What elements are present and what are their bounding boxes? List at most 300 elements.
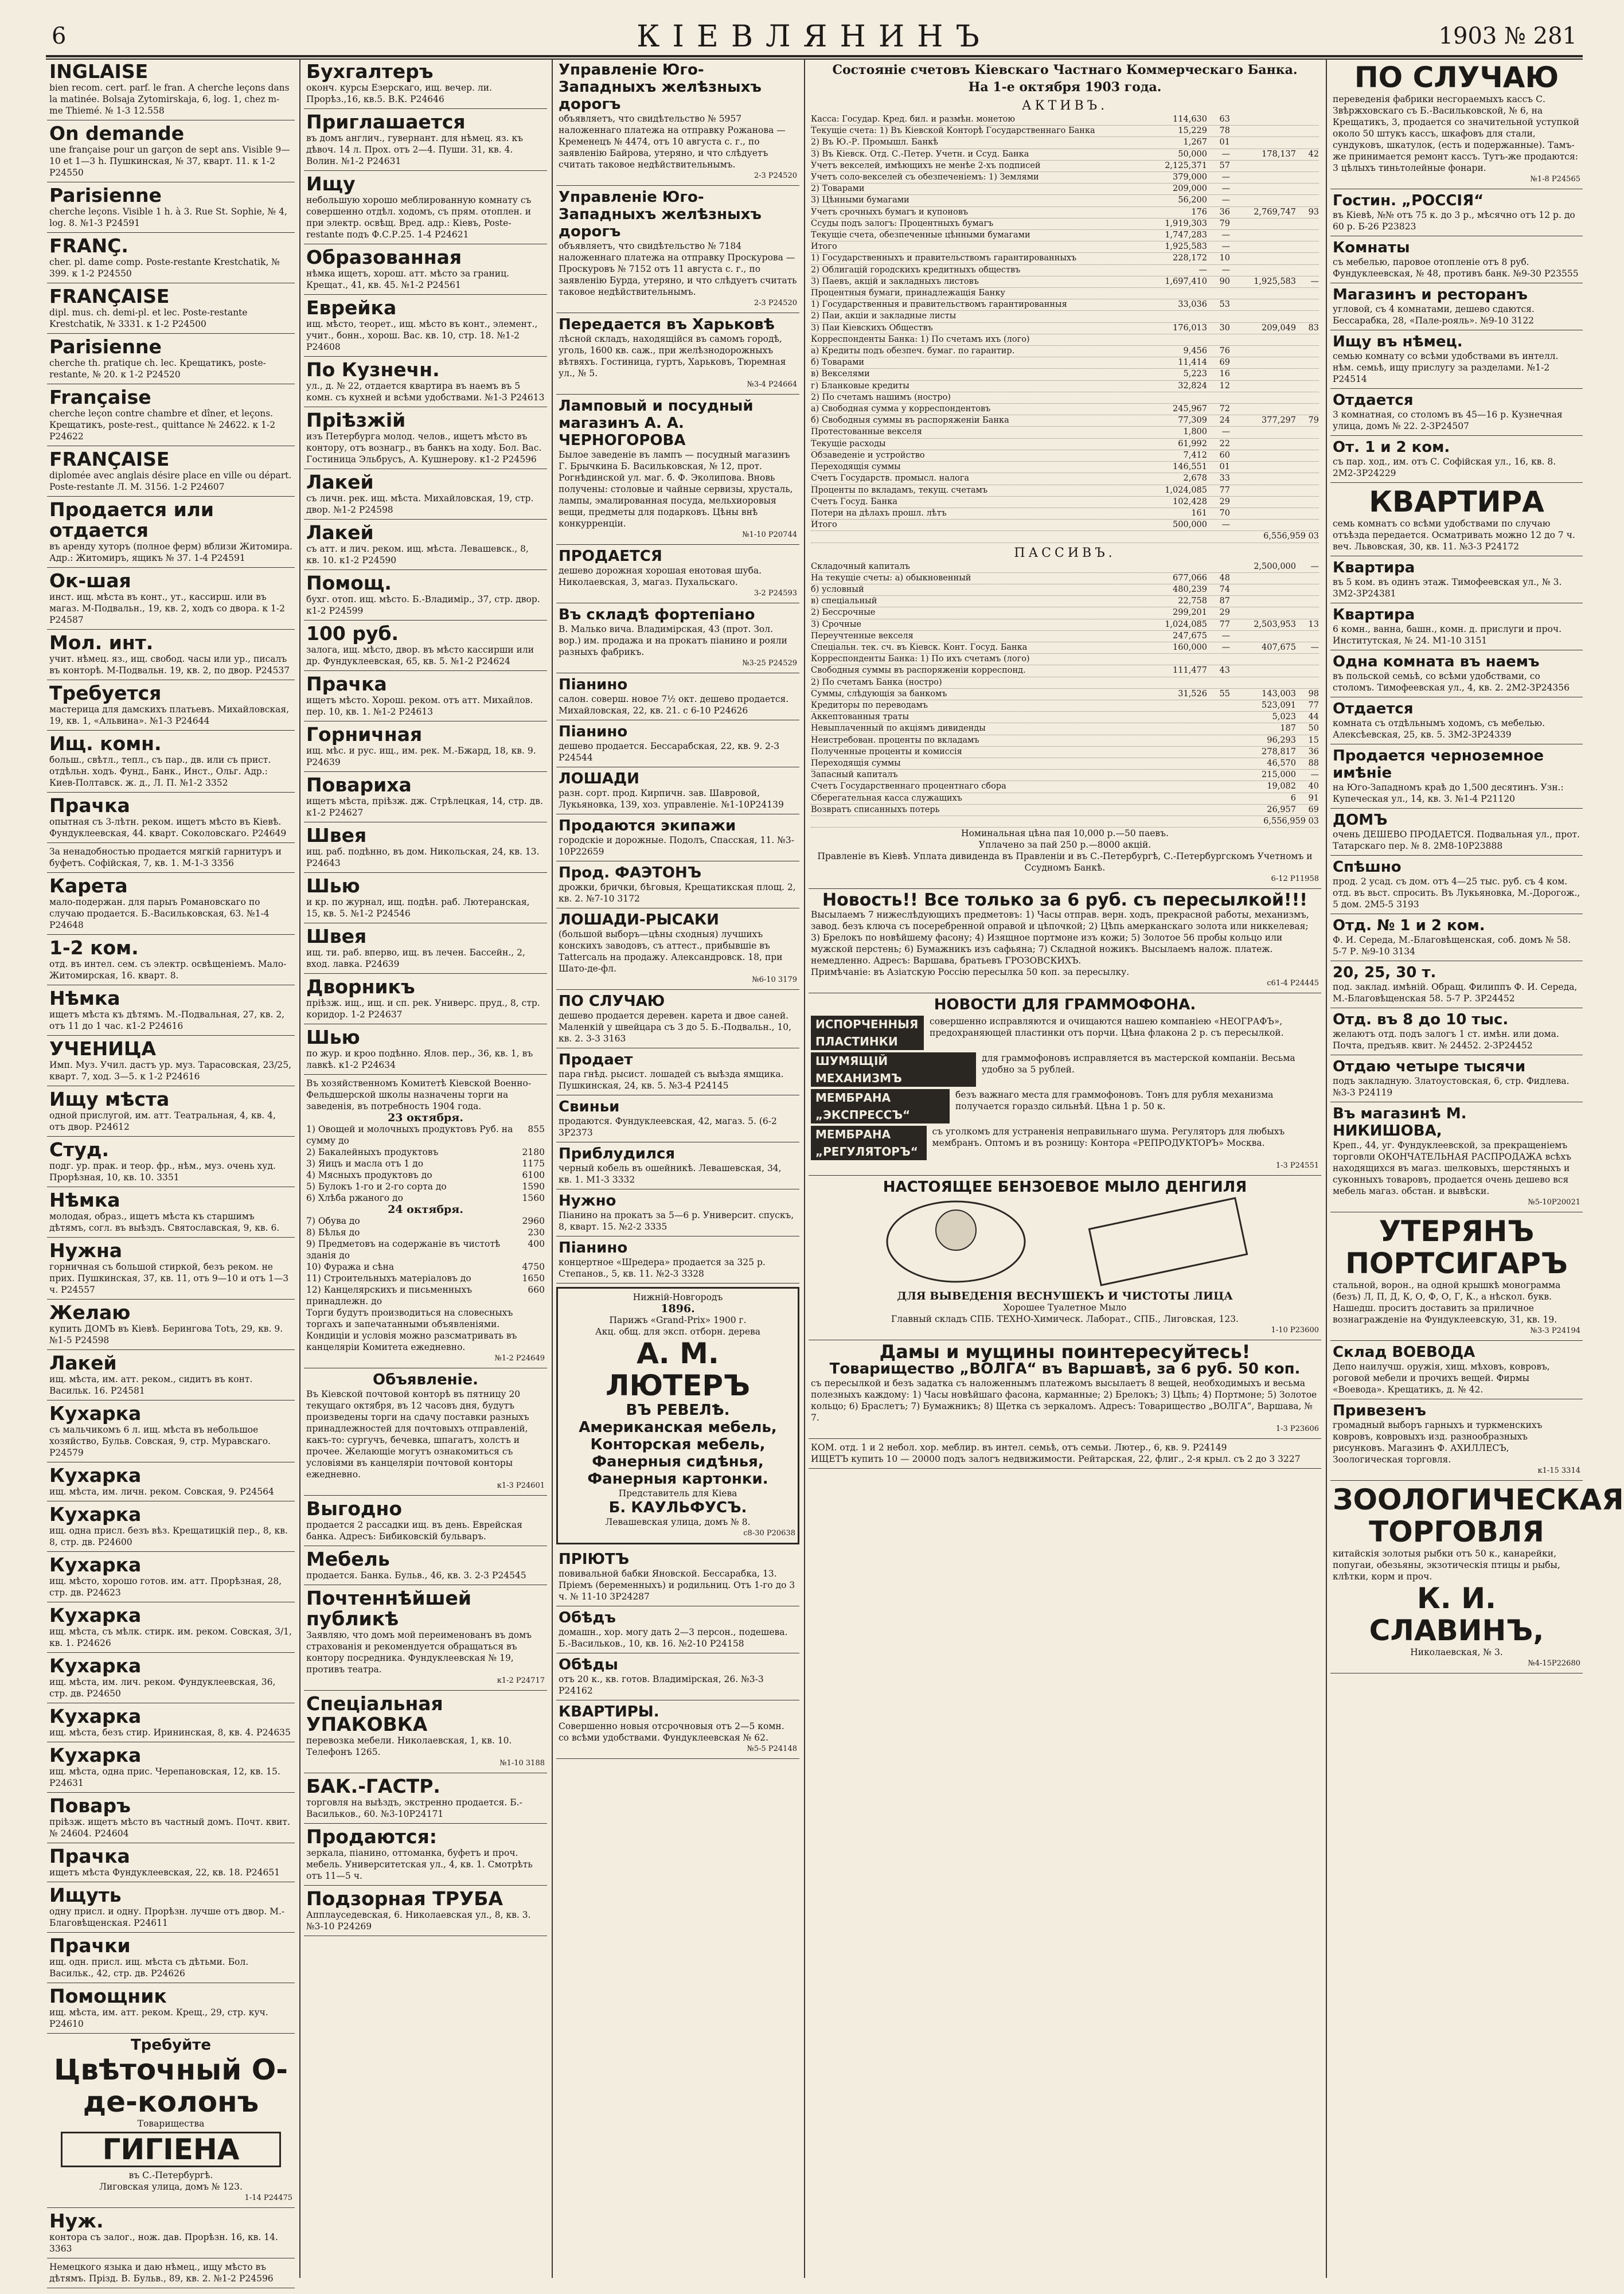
- ad-text: комната съ отдѣльнымъ ходомъ, съ мебелью. Алексѣевская, 25, кв. 5. 3М2-3Р24339: [1333, 718, 1545, 740]
- statement-cell: [1230, 241, 1296, 252]
- statement-cell: Запасный капиталъ: [811, 770, 898, 780]
- ad-text: ищ. мѣста, им. личн. реком. Совская, 9. Р24564: [49, 1487, 274, 1497]
- ad-text: (большой выборъ—цѣны сходныя) лучшихъ конскихъ заводовъ, съ аттест., прибывшіе въ Тatterсаль на продажу. Александровск. 18, при Шато-де-фл.: [559, 929, 783, 974]
- ad-heading: Передается въ Харьковѣ: [559, 316, 775, 333]
- ad-heading: Ламповый и посудный магазинъ А. А. ЧЕРНОГОРОВА: [559, 397, 754, 449]
- statement-cell: 1,925,583: [1165, 242, 1207, 252]
- statement-cell: 01: [1219, 462, 1230, 472]
- ad-text: ищетъ мѣста, пріѣзж. дж. Стрѣлецкая, 14, стр. дв. к1-2 Р24627: [306, 796, 543, 818]
- ad-heading: Мебель: [306, 1548, 390, 1570]
- ad-heading: On demande: [49, 122, 185, 145]
- ad-text: китайскія золотыя рыбки отъ 50 к., канарейки, попугаи, обезьяны, экзотическія птицы и рыбы, клѣтки, корм и проч.: [1333, 1548, 1560, 1582]
- ad-text: небольшую хорошо меблированную комнату съ совершенно отдѣл. ходомъ, съ прям. отоплен. и при электр. освѣщ. Вред. адр.: Кіевъ, Poste-restante подъ Ф.С.Р.25. 1-4 Р24621: [306, 195, 532, 240]
- ad-heading: Піанино: [559, 676, 628, 693]
- ad-text: въ польской семьѣ, со всѣми удобствами, со столомъ. Тимофеевская ул., 4, кв. 2. 2М2-3Р24356: [1333, 671, 1570, 693]
- statement-cell: 32,824: [1178, 381, 1207, 391]
- statement-cell: [1296, 473, 1319, 484]
- ad-code: №1-10 3188: [499, 1759, 545, 1768]
- statement-cell: —: [1221, 196, 1230, 205]
- ad-heading: Нуж.: [49, 2210, 104, 2232]
- ad-heading: Склад ВОЕВОДА: [1333, 1344, 1475, 1361]
- statement-cell: Переходящія суммы: [811, 462, 901, 472]
- ad-big-heading: ЗООЛОГИЧЕСКАЯ ТОРГОВЛЯ: [1333, 1483, 1624, 1548]
- ad-text: оконч. курсы Езерскаго, ищ. вечер. ли. Прорѣз.,16, кв.5. В.К. Р24646: [306, 83, 493, 104]
- ad-text: une française pour un garçon de sept ans. Visible 9—10 et 1—3 h. Пушкинская, № 37, кварт. 11. к 1-2 Р24550: [49, 145, 290, 178]
- ad-heading: FRANÇAISE: [49, 285, 170, 307]
- statement-row: [811, 584, 1319, 596]
- statement-cell: 143,003: [1262, 689, 1296, 699]
- ad-heading: От. 1 и 2 ком.: [1333, 439, 1450, 456]
- statement-row: [811, 642, 1319, 654]
- statement-cell: 15,229: [1178, 126, 1207, 136]
- ad-code: с8-30 Р20638: [743, 1529, 795, 1538]
- statement-cell: [1207, 758, 1230, 769]
- classified-ad: [47, 793, 295, 843]
- statement-cell: 176: [1191, 207, 1207, 217]
- ad-code: 2-3 Р24520: [754, 171, 797, 180]
- statement-cell: [1296, 665, 1319, 676]
- ad-text: съ пар. ход., им. отъ С. Софійская ул., 16, кв. 8. 2М2-3Р24229: [1333, 457, 1556, 478]
- ad-heading: Прачка: [306, 673, 387, 695]
- ad-text: Нижній-Новгородъ: [633, 1292, 723, 1302]
- ad-heading: Почтеннѣйшей публикѣ: [306, 1587, 472, 1630]
- ad-heading: Желаю: [49, 1301, 131, 1324]
- statement-row: [811, 770, 1319, 781]
- ad-heading: Ищу мѣста: [49, 1088, 170, 1110]
- luther-name: А. М. ЛЮТЕРЪ: [605, 1337, 751, 1402]
- statement-cell: [1150, 793, 1207, 804]
- classified-ad: [1330, 389, 1583, 436]
- ad-heading: Въ магазинѣ М. НИКИШОВА,: [1333, 1105, 1467, 1140]
- gramophone-item: [811, 1089, 1319, 1123]
- ad-text: dipl. mus. ch. demi-pl. et lec. Poste-restante Krestchatik, № 3331. к 1-2 Р24500: [49, 307, 248, 329]
- classified-ad: [47, 1933, 295, 1983]
- gramophone-item-text: съ уголкомъ для устраненія неправильнаго шума. Регуляторъ для любыхъ мембранъ. Оптомъ и въ розницу: Контора «РЕПРОДУКТОРЪ» Москва.: [932, 1126, 1285, 1149]
- classified-ad: [304, 171, 547, 244]
- ad-text: контора съ залог., нож. дав. Прорѣзн. 16, кв. 14. 3363: [49, 2232, 278, 2254]
- classified-ad: [47, 843, 295, 873]
- ad-heading: Швея: [306, 925, 367, 947]
- classified-ad: [556, 545, 799, 603]
- classified-ad: [47, 283, 295, 334]
- ad-text: съ мебелью, паровое отопленіе отъ 8 руб. Фундуклеевская, № 48, противъ банк. №9-30 Р23555: [1333, 257, 1579, 279]
- notice-item: [306, 1238, 545, 1261]
- statement-row: [811, 497, 1319, 508]
- classified-ad: [47, 1703, 295, 1742]
- ad-heading: Повариха: [306, 774, 412, 796]
- statement-cell: [1230, 346, 1296, 357]
- statement-cell: [1150, 770, 1207, 781]
- ad-heading: ПРОДАЕТСЯ: [559, 548, 662, 565]
- statement-cell: [1230, 427, 1296, 438]
- ad-text: изъ Петербурга молод. челов., ищетъ мѣсто въ контору, отъ вознагр., въ банкъ на ходу. Бол. Вас. Гостиница Эльбрусъ, А. Кушнерову. к1-2 Р24596: [306, 431, 542, 465]
- statement-cell: б) Товарами: [811, 358, 865, 368]
- ad-text: cher. pl. dame comp. Poste-restante Krestchatik, № 399. к 1-2 Р24550: [49, 257, 280, 279]
- statement-cell: 43: [1219, 666, 1230, 676]
- statement-title: Состояніе счетовъ Кіевскаго Частнаго Коммерческаго Банка.: [832, 63, 1298, 77]
- statement-cell: 93: [1308, 207, 1319, 217]
- notice-item: [306, 1123, 545, 1146]
- classified-ad: [304, 295, 547, 357]
- statement-cell: 70: [1219, 508, 1230, 518]
- ad-text: ищетъ мѣста Фундуклеевская, 22, кв. 18. Р24651: [49, 1867, 280, 1878]
- statement-cell: [1296, 230, 1319, 241]
- statement-cell: 2) Товарами: [811, 184, 865, 194]
- ad-text: 6 комн., ванна, башн., комн. д. прислуги и проч. Институтская, № 24. М1-10 3151: [1333, 624, 1562, 646]
- ad-item: Фанерныя сидѣнья,: [592, 1453, 764, 1470]
- statement-cell: 228,172: [1173, 253, 1207, 263]
- statement-cell: Счетъ Государственнаго процентнаго сбора: [811, 782, 1006, 791]
- statement-cell: 76: [1219, 346, 1230, 356]
- statement-cell: [1150, 392, 1207, 403]
- statement-cell: [1230, 677, 1296, 688]
- statement-cell: Складочный капиталъ: [811, 561, 910, 571]
- statement-row: [811, 219, 1319, 230]
- ad-text: продается 2 рассадки ищ. въ день. Еврейская банка. Адресъ: Бибиковскій бульваръ.: [306, 1520, 522, 1542]
- statement-row: [811, 485, 1319, 497]
- ad-text: ищ. мѣсто, теорет., ищ. мѣсто въ конт., элемент., учит., бонн., хорош. Вас. кв. 10, стр. 18. №1-2 Р24608: [306, 319, 538, 352]
- statement-row: [811, 253, 1319, 264]
- statement-cell: [1230, 299, 1296, 310]
- statement-row: [811, 299, 1319, 311]
- statement-cell: [1207, 781, 1230, 792]
- ad-heading: Привезенъ: [1333, 1402, 1426, 1419]
- statement-cell: [1230, 381, 1296, 392]
- cologne-ad: [47, 2034, 295, 2208]
- statement-cell: [1296, 381, 1319, 392]
- ad-heading: Прачка: [49, 794, 130, 817]
- statement-cell: [1296, 195, 1319, 206]
- ad-heading: Приблудился: [559, 1145, 676, 1162]
- statement-cell: 15: [1308, 735, 1319, 745]
- ad-heading: Приглашается: [306, 111, 466, 133]
- statement-row: [811, 735, 1319, 747]
- statement-cell: 187: [1280, 724, 1296, 734]
- statement-cell: в) Векселями: [811, 369, 870, 379]
- cologne-title: Цвѣточный О-де-колонъ: [54, 2053, 288, 2119]
- statement-cell: [1150, 758, 1207, 769]
- statement-row: [811, 415, 1319, 427]
- ad-code: 1-14 Р24475: [244, 2194, 292, 2202]
- statement-cell: [1207, 392, 1230, 403]
- statement-foot: Правленіе въ Кіевѣ. Уплата дивиденда въ Правленіи и въ С.-Петербургѣ, С.-Петербургскомъ Учетномъ и Ссудномъ Банкѣ.: [817, 851, 1313, 873]
- statement-cell: 90: [1219, 276, 1230, 286]
- ad-text: прод. 2 усад. съ дом. отъ 4—25 тыс. руб. съ 4 ком. отд. въ вьст. спросить. Въ Лукьяновка, М.-Дорогож., 5 дом. 2М5-5 3193: [1333, 876, 1580, 910]
- statement-cell: [1296, 404, 1319, 415]
- ad-heading: 1-2 ком.: [49, 937, 139, 959]
- announcement-title: Объявленіе.: [372, 1371, 478, 1388]
- ad-text: опытная съ 3-лѣтн. реком. ищетъ мѣсто въ Кіевѣ. Фундуклеевская, 44. кварт. Соколовскаго. Р24649: [49, 817, 287, 838]
- statement-cell: 87: [1219, 596, 1230, 606]
- statement-cell: [1150, 781, 1207, 792]
- statement-cell: [1230, 230, 1296, 241]
- statement-cell: 278,817: [1262, 747, 1296, 756]
- statement-cell: 5,223: [1183, 369, 1207, 379]
- ad-text: Представитель для Кіева: [618, 1488, 737, 1499]
- statement-cell: [1296, 573, 1319, 584]
- classified-ad: [556, 58, 799, 186]
- statement-row: [811, 126, 1319, 137]
- ad-heading: Спеціальная УПАКОВКА: [306, 1692, 443, 1735]
- statement-cell: Сберегательная касса служащихъ: [811, 793, 962, 803]
- statement-cell: [1207, 334, 1230, 345]
- ad-code: №5-5 Р24148: [747, 1745, 797, 1753]
- statement-cell: а) Свободная сумма у корреспондентовъ: [811, 404, 991, 414]
- ad-heading: Продается черноземное имѣніе: [1333, 747, 1544, 782]
- classified-ad: [304, 570, 547, 621]
- statement-cell: На текущіе счеты: а) обыкновенный: [811, 573, 971, 583]
- statement-cell: 50,000: [1178, 149, 1207, 159]
- ad-heading: Нужна: [49, 1239, 123, 1262]
- ad-lead: Требуйте: [130, 2036, 211, 2054]
- ad-text: инст. ищ. мѣста въ конт., ут., кассирш. или въ магаз. М-Подвальн., 19, кв. 2, ходъ со двора. к 1-2 Р24587: [49, 592, 285, 625]
- ad-code: №5-10Р20021: [1528, 1198, 1580, 1207]
- ad-heading: FRANÇAISE: [49, 448, 170, 470]
- statement-cell: 01: [1219, 138, 1230, 147]
- statement-cell: 46,570: [1267, 758, 1296, 768]
- ad-heading: Еврейка: [306, 296, 397, 319]
- tender-notice: [304, 1075, 547, 1368]
- novelty-ad: [809, 889, 1321, 993]
- statement-cell: 2) По счетамъ Банка (ностро): [811, 677, 942, 687]
- statement-cell: 77: [1219, 485, 1230, 495]
- statement-cell: [1207, 311, 1230, 322]
- statement-cell: [1296, 126, 1319, 136]
- classified-ad: [1330, 1055, 1583, 1102]
- column-3: [556, 58, 799, 2284]
- ad-text: черный кобель въ ошейникѣ. Левашевская, 34, кв. 1. М1-3 3332: [559, 1163, 782, 1185]
- novelty-text: Высылаемъ 7 нижеслѣдующихъ предметовъ: 1) Часы отправ. верн. ходъ, прекрасной работы, механизмъ, завод. безъ ключа съ посеребренной оправой и цѣпочкой; 2) Цѣпь амерканскаго золота или никкелевая; 3) Брелокъ по новѣйшему фасону; 4) Изящное портмоне изъ кожи; 5) Золотое 56 пробы кольцо или мужской перстень; 6) Бумажникъ изъ сафьяна; 7) Складной ножикъ. Высылаемъ налож. платеж. немедленно. Адресъ: Варшава, братьевъ ГРОЗОВСКИХЪ.: [811, 910, 1309, 966]
- statement-cell: 61,992: [1178, 439, 1207, 448]
- ad-text: За ненадобностью продается мягкій гарнитуръ и буфетъ. Софійская, 7, кв. 1. М-1-3 3356: [49, 846, 282, 868]
- item-label: 10) Фуража и сѣна: [306, 1262, 395, 1272]
- statement-cell: 16: [1219, 369, 1230, 379]
- classified-ad: [304, 469, 547, 520]
- classified-ad: [304, 58, 547, 109]
- statement-cell: 7,412: [1183, 450, 1207, 460]
- statement-cell: 19,082: [1267, 782, 1296, 791]
- statement-cell: [1296, 462, 1319, 473]
- statement-row: [811, 149, 1319, 161]
- classified-ad: [304, 772, 547, 822]
- statement-cell: 215,000: [1262, 770, 1296, 780]
- ad-heading: Магазинъ и ресторанъ: [1333, 286, 1528, 303]
- statement-cell: [1296, 654, 1319, 665]
- statement-row: [811, 473, 1319, 485]
- ad-text: ищ. мѣста, одна прис. Черепановская, 12, кв. 15. Р24631: [49, 1766, 280, 1788]
- ad-text: больш., свѣтл., тепл., съ пар., дв. или съ прист. отдѣльн. ходъ. Фунд., Банк., Инст., Ольг. Адр.: Киев-Полтавск. ж. д., Л. П. №1-2 3352: [49, 755, 271, 788]
- ad-text: домашн., хор. могу дать 2—3 персон., подешева. Б.-Васильков., 10, кв. 16. №2-10 Р24158: [559, 1627, 788, 1649]
- ad-heading: УЧЕНИЦА: [49, 1037, 157, 1060]
- classified-ad: [47, 1350, 295, 1400]
- statement-cell: а) Кредиты подъ обезпеч. бумаг. по гарантир.: [811, 346, 1015, 356]
- ad-text: нѣмка ищетъ, хорош. атт. мѣсто за границ. Крещат., 41, кв. 45. №1-2 Р24561: [306, 268, 510, 290]
- ad-text: В. Малько вича. Владимірская, 43 (прот. Зол. вор.) им. продажа и на прокатъ піанино и рояли разныхъ фабрикъ.: [559, 624, 787, 657]
- statement-cell: 74: [1219, 584, 1230, 594]
- classified-ad: [1330, 1212, 1583, 1341]
- classified-ad: [47, 935, 295, 985]
- classified-ad: [304, 109, 547, 171]
- ad-text: громадный выборъ гарныхъ и туркменскихъ ковровъ, ковровыхъ изд. разнообразныхъ рисунковъ. Магазинъ Ф. АХИЛЛЕСЪ, Зоологическая торговля.: [1333, 1420, 1543, 1465]
- classified-ad: [47, 1462, 295, 1501]
- item-label: 3) Яицъ и масла отъ 1 до: [306, 1158, 424, 1169]
- classified-ad: [304, 1691, 547, 1773]
- statement-cell: 1,024,085: [1165, 485, 1207, 495]
- classified-ad: [556, 313, 799, 395]
- item-sum: 1175: [522, 1158, 545, 1169]
- classified-ad: [1330, 283, 1583, 330]
- classified-ad: [47, 1983, 295, 2034]
- statement-cell: 77,309: [1178, 416, 1207, 426]
- ad-heading: Кухарка: [49, 1705, 142, 1727]
- ad-heading: Гостин. „РОССІЯ“: [1333, 192, 1484, 209]
- ad-heading: Нѣмка: [49, 987, 120, 1009]
- notice-item: [306, 1215, 545, 1227]
- classified-ad: [556, 1548, 799, 1606]
- soap-illustration: [824, 1196, 1306, 1288]
- column-6: [1330, 58, 1624, 2284]
- statement-cell: 3) Цѣнными бумагами: [811, 196, 909, 205]
- ad-text: разн. сорт. прод. Кирпичн. зав. Шавровой, Лукьяновка, 139, хоз. управленіе. №1-10Р24139: [559, 788, 784, 810]
- item-label: 12) Канцелярскихъ и письменныхъ принадлежн. до: [306, 1285, 473, 1306]
- ad-heading: Прачки: [49, 1934, 131, 1957]
- statement-cell: 22,758: [1178, 596, 1207, 606]
- gramophone-item-text: безъ важнаго места для граммофоновъ. Тонъ для рубля механизма получается гораздо сильнѣй. Цѣна 1 р. 50 к.: [955, 1090, 1274, 1112]
- classified-ad: [556, 814, 799, 861]
- ad-text: зеркала, піанино, оттоманка, буфетъ и проч. мебель. Университетская ул., 4, кв. 1. Смотрѣть отъ 11—5 ч.: [306, 1848, 533, 1881]
- statement-cell: 31,526: [1178, 689, 1207, 699]
- ad-text: молодая, образ., ищетъ мѣста къ старшимъ дѣтямъ, согл. въ выѣздъ. Святославская, 9, кв. 6.: [49, 1211, 280, 1233]
- statement-total: [811, 531, 1319, 543]
- statement-cell: [1207, 561, 1230, 572]
- ad-text: Креп., 44, уг. Фундуклеевской, за прекращеніемъ торговли ОКОНЧАТЕЛЬНАЯ РАСПРОДАЖА всѣхъ находящихся въ магаз. шелковыхъ, шерстяныхъ и суконныхъ товаровъ, продается очень дешево вся мебель магаз. обстан. и вывѣски.: [1333, 1140, 1571, 1196]
- statement-cell: [1150, 700, 1207, 711]
- statement-cell: [1230, 404, 1296, 415]
- statement-cell: 77: [1219, 619, 1230, 629]
- statement-cell: Потери на дѣлахъ прошл. лѣтъ: [811, 508, 947, 518]
- ad-heading: Спѣшно: [1333, 859, 1402, 876]
- ad-heading: Шью: [306, 1026, 360, 1048]
- statement-cell: [1230, 485, 1296, 496]
- statement-cell: [1230, 508, 1296, 519]
- classified-ad: [47, 182, 295, 233]
- classified-ad: [1330, 436, 1583, 483]
- ad-text: желаютъ отд. подъ залогъ 1 ст. имѣн. или дома. Почта, предъяв. квит. № 24452. 2-3Р24452: [1333, 1029, 1559, 1051]
- statement-cell: Протестованные векселя: [811, 427, 922, 437]
- ad-heading: Свиньи: [559, 1098, 620, 1115]
- ad-text: мастерица для дамскихъ платьевъ. Михайловская, 19, кв. 1, «Альвина». №1-3 Р24644: [49, 704, 290, 726]
- item-label: 9) Предметовъ на содержаніе въ чистотѣ зданія до: [306, 1239, 501, 1261]
- ad-text: 3 комнатная, со столомъ въ 45—16 р. Кузнечная улица, домъ № 22. 2-3Р24507: [1333, 409, 1563, 431]
- statement-cell: [1207, 288, 1230, 299]
- ad-code: 1-3 Р23606: [1275, 1425, 1319, 1434]
- volga-title: Дамы и мущины поинтересуйтесь!: [879, 1341, 1251, 1363]
- ad-heading: Кухарка: [49, 1655, 142, 1677]
- statement-cell: 209,049: [1262, 323, 1296, 333]
- ad-heading: Дворникъ: [306, 976, 415, 998]
- ad-heading: Горничная: [306, 723, 423, 746]
- ad-heading: Въ складѣ фортепіано: [559, 606, 755, 623]
- notice-item: [306, 1169, 545, 1181]
- ad-heading: Обѣдъ: [559, 1609, 616, 1626]
- ad-text: подг. ур. прак. и теор. фр., нѣм., муз. очень худ. Прорѣзная, 10, кв. 10. 3351: [49, 1161, 276, 1183]
- statement-cell: —: [1221, 231, 1230, 240]
- ad-text: перевозка мебели. Николаевская, 1, кв. 10. Телефонъ 1265.: [306, 1735, 512, 1757]
- classified-ad: [1330, 1399, 1583, 1481]
- statement-cell: [1296, 427, 1319, 438]
- classified-ad: [304, 357, 547, 407]
- statement-cell: [1296, 184, 1319, 194]
- statement-cell: [1296, 253, 1319, 264]
- statement-cell: 53: [1219, 300, 1230, 310]
- soap-sub: ДЛЯ ВЫВЕДЕНІЯ ВЕСНУШЕКЪ И ЧИСТОТЫ ЛИЦА: [897, 1290, 1233, 1303]
- classified-ad: [1330, 650, 1583, 697]
- ad-heading: Пріѣзжій: [306, 409, 406, 431]
- statement-cell: 3) Паи Кіевскихъ Обществъ: [811, 323, 933, 333]
- statement-cell: [1230, 584, 1296, 595]
- ad-heading: Нѣмка: [49, 1189, 120, 1211]
- statement-cell: 2) Въ Ю.-Р. Промышл. Банкѣ: [811, 138, 938, 147]
- statement-cell: 377,297: [1262, 416, 1296, 426]
- statement-cell: [1150, 654, 1207, 665]
- ad-heading: Требуется: [49, 682, 162, 704]
- ad-text: ищ. мѣста, им. атт. реком., сидитъ въ конт. Васильк. 16. Р24581: [49, 1374, 253, 1396]
- ad-text: и кр. по журнал, ищ. подѣн. раб. Лютеранская, 15, кв. 5. №1-2 Р24546: [306, 897, 530, 919]
- notice-item: [306, 1273, 545, 1284]
- statement-total: [811, 816, 1319, 828]
- item-sum: 1590: [522, 1181, 545, 1192]
- item-label: 7) Обува до: [306, 1216, 360, 1226]
- ad-text: семью комнату со всѣми удобствами въ интелл. нѣм. семьѣ, ищу прислугу за разделами. №1-2 Р24514: [1333, 351, 1559, 384]
- item-sum: 855: [528, 1124, 545, 1134]
- ad-heading: Отдается: [1333, 700, 1414, 717]
- ad-heading: Продаются экипажи: [559, 817, 736, 834]
- ad-text: пріѣзж. ищ., ищ. и сп. рек. Универс. пруд., 8, стр. коридор. 1-2 Р24637: [306, 998, 540, 1020]
- header-rule: [46, 55, 1583, 57]
- statement-cell: [1207, 805, 1230, 816]
- assets-heading: АКТИВЪ.: [1021, 99, 1108, 113]
- statement-cell: [811, 531, 1253, 542]
- ad-heading: Бухгалтеръ: [306, 60, 434, 83]
- statement-cell: 3) Срочные: [811, 619, 861, 629]
- statement-cell: [1230, 596, 1296, 607]
- statement-cell: [811, 816, 1253, 827]
- ad-text: въ С.-Петербургѣ.: [128, 2170, 213, 2180]
- classified-ad: [304, 244, 547, 295]
- ad-heading: Выгодно: [306, 1497, 403, 1520]
- statement-row: [811, 195, 1319, 206]
- classified-ad: [47, 2258, 295, 2288]
- statement-row: [811, 665, 1319, 677]
- statement-cell: [1230, 114, 1296, 125]
- ad-heading: Ищ. комн.: [49, 732, 162, 755]
- statement-cell: 2,769,747: [1254, 207, 1296, 217]
- statement-row: [811, 689, 1319, 700]
- statement-row: [811, 654, 1319, 665]
- statement-cell: Аккептованныя траты: [811, 712, 909, 722]
- ad-code: к1-2 Р24717: [497, 1676, 545, 1685]
- statement-row: [811, 747, 1319, 758]
- classified-ad: [304, 1824, 547, 1886]
- statement-cell: [1230, 520, 1296, 530]
- ad-text: ищ. одна присл. безъ вѣз. Крещатицкій пер., 8, кв. 8, стр. дв. Р24600: [49, 1526, 288, 1547]
- ad-text: ищ. мѣста, безъ стир. Ирининская, 8, кв. 4. Р24635: [49, 1727, 291, 1738]
- statement-cell: [1296, 485, 1319, 496]
- item-sum: 4750: [522, 1262, 545, 1272]
- statement-cell: 79: [1308, 416, 1319, 426]
- notice-item: [306, 1284, 545, 1307]
- item-sum: 1650: [522, 1273, 545, 1283]
